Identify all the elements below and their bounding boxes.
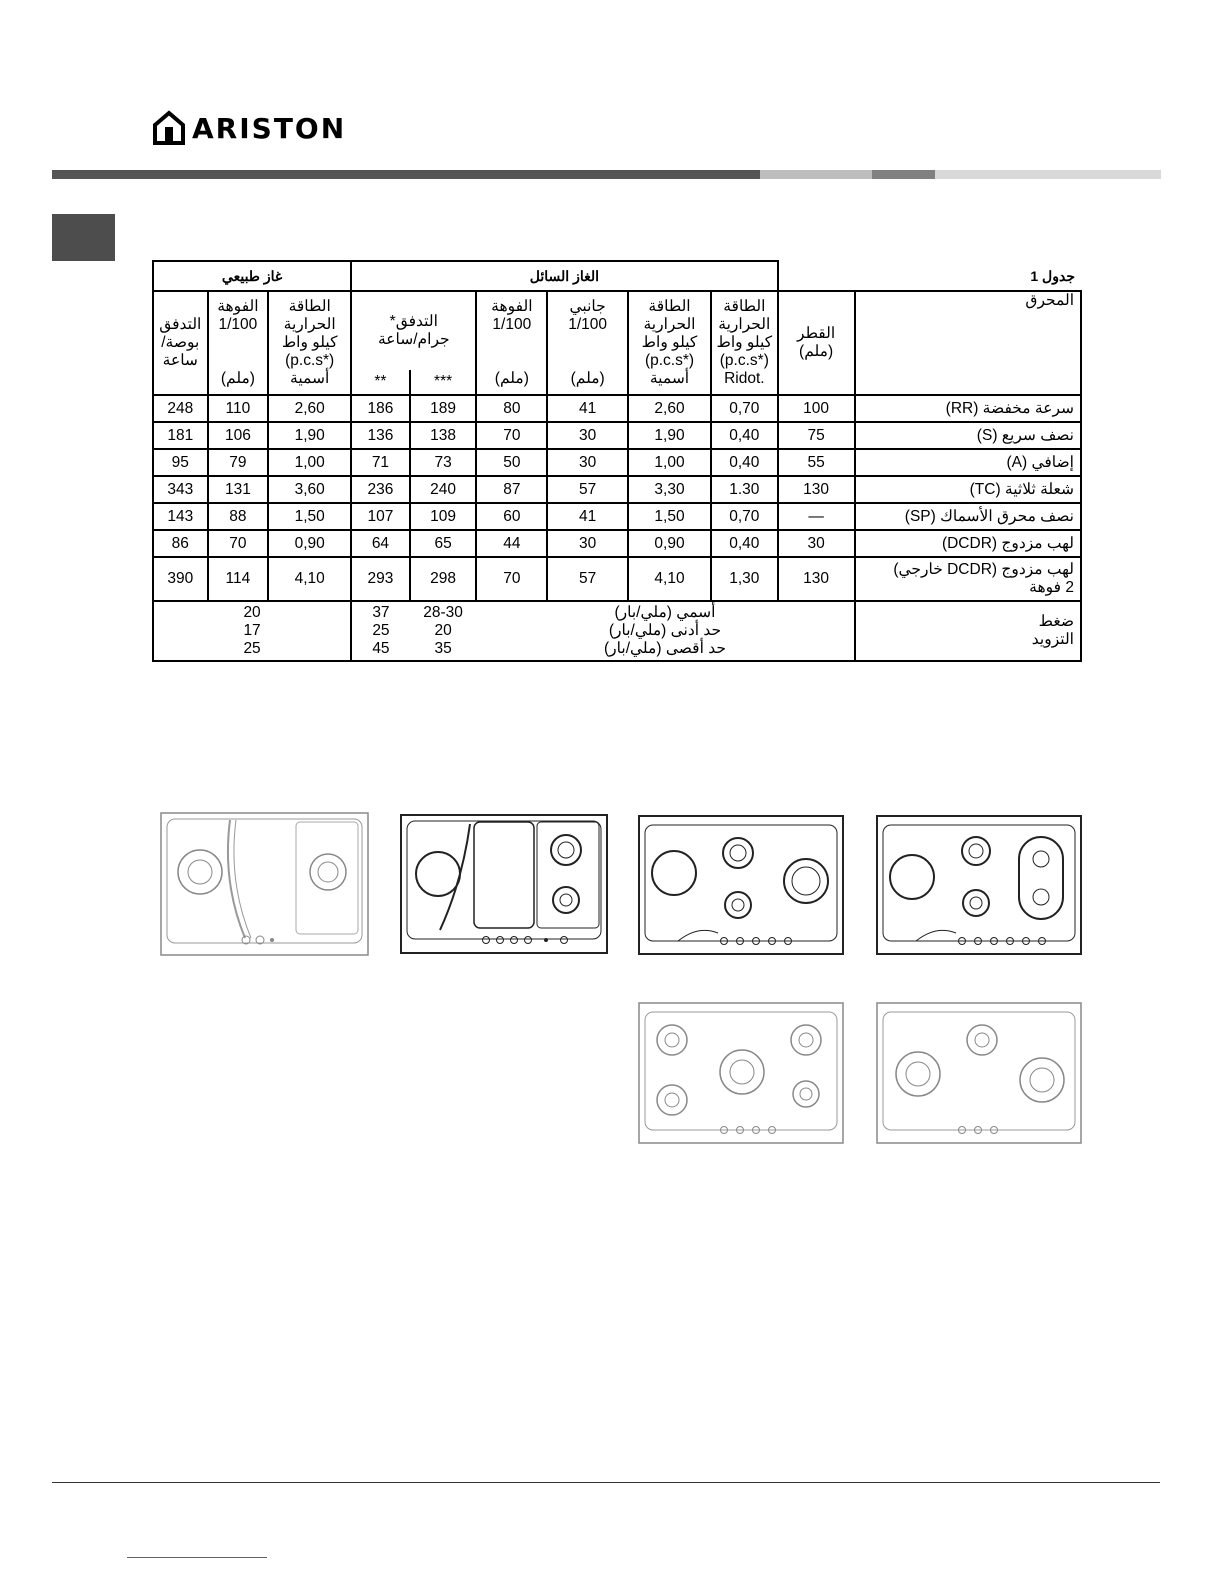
row-label: شعلة ثلاثية (TC) (855, 476, 1082, 503)
header-band-dark (52, 170, 760, 179)
table-row: 181 106 1,90 136 138 70 30 1,90 0,40 75 نصف سريع (S) (153, 422, 1081, 449)
language-tab-square (52, 214, 115, 261)
row-label: نصف محرق الأسماك (SP) (855, 503, 1082, 530)
table-row: 143 88 1,50 107 109 60 41 1,50 0,70 — نصف محرق الأسماك (SP) (153, 503, 1081, 530)
pressure-label: ضغط التزويد (855, 601, 1082, 661)
pressure-lpg-a: 28-30 20 35 (410, 601, 477, 661)
hdr-burner: المحرق (855, 291, 1082, 395)
row-label: سرعة مخفضة (RR) (855, 395, 1082, 422)
hdr-ng-power: الطاقة الحرارية كيلو واط (p.c.s*) أسمية (268, 291, 351, 395)
pressure-lpg-b: 37 25 45 (351, 601, 410, 661)
column-header-row (153, 291, 1081, 370)
header-band-mid (872, 170, 935, 179)
hdr-ng-nozzle: الفوهة 1/100 (ملم) (208, 291, 269, 395)
table-row: 248 110 2,60 186 189 80 41 2,60 0,70 100 سرعة مخفضة (RR) (153, 395, 1081, 422)
hob-diagram-5-burner-dcdr (876, 815, 1082, 957)
header-band-pale (935, 170, 1161, 179)
table-row: 95 79 1,00 71 73 50 30 1,00 0,40 55 إضافي (A) (153, 449, 1081, 476)
hdr-power-nominal: الطاقة الحرارية كيلو واط (p.c.s*) أسمية (628, 291, 711, 395)
hdr-lpg-flow: التدفق* جرام/ساعة (351, 291, 476, 370)
table-row: 343 131 3,60 236 240 87 57 3,30 1.30 130 شعلة ثلاثية (TC) (153, 476, 1081, 503)
hdr-ng-flow: التدفق بوصة/ ساعة (153, 291, 208, 395)
row-label: إضافي (A) (855, 449, 1082, 476)
burner-spec-table (152, 260, 1082, 662)
row-label: لهب مزدوج (DCDR خارجي) 2 فوهة (855, 557, 1082, 601)
pressure-row (153, 601, 1081, 661)
hob-diagram-2-burner (160, 812, 370, 958)
hdr-flow-star3: *** (410, 370, 477, 395)
house-icon (152, 110, 186, 146)
hdr-bypass: جانبي 1/100 (ملم) (547, 291, 628, 395)
table-row: 390 114 4,10 293 298 70 57 4,10 1,30 130 لهب مزدوج (DCDR خارجي) 2 فوهة (153, 557, 1081, 601)
hob-diagram-4-burner-triple (638, 815, 844, 957)
ariston-logo (152, 108, 346, 148)
hob-diagram-5-burner-grey (638, 1002, 844, 1146)
table-row: 86 70 0,90 64 65 44 30 0,90 0,40 30 لهب مزدوج (DCDR) (153, 530, 1081, 557)
table-title: جدول 1 (778, 261, 1081, 291)
hob-diagram-4-burner-fishpan (400, 812, 610, 958)
pressure-descriptions: أسمي (ملي/بار) حد أدنى (ملي/بار) حد أقصى (ملي/بار) (476, 601, 854, 661)
hdr-flow-star2: ** (351, 370, 410, 395)
pressure-ng: 20 17 25 (153, 601, 351, 661)
group-header-row (153, 261, 1081, 291)
footer-rule (52, 1482, 1160, 1483)
group-natural-gas: غاز طبيعي (153, 261, 351, 291)
header-band-light (760, 170, 872, 179)
footer-link-underline (127, 1557, 267, 1558)
hdr-lpg-nozzle: الفوهة 1/100 (ملم) (476, 291, 547, 395)
hdr-diameter: القطر (ملم) (778, 291, 855, 395)
hdr-power-reduced: الطاقة الحرارية كيلو واط (p.c.s*) Ridot. (711, 291, 778, 395)
brand-name: ARISTON (192, 111, 347, 145)
row-label: لهب مزدوج (DCDR) (855, 530, 1082, 557)
row-label: نصف سريع (S) (855, 422, 1082, 449)
group-lpg: الغاز السائل (351, 261, 778, 291)
hob-diagram-3-burner-grey (876, 1002, 1082, 1146)
